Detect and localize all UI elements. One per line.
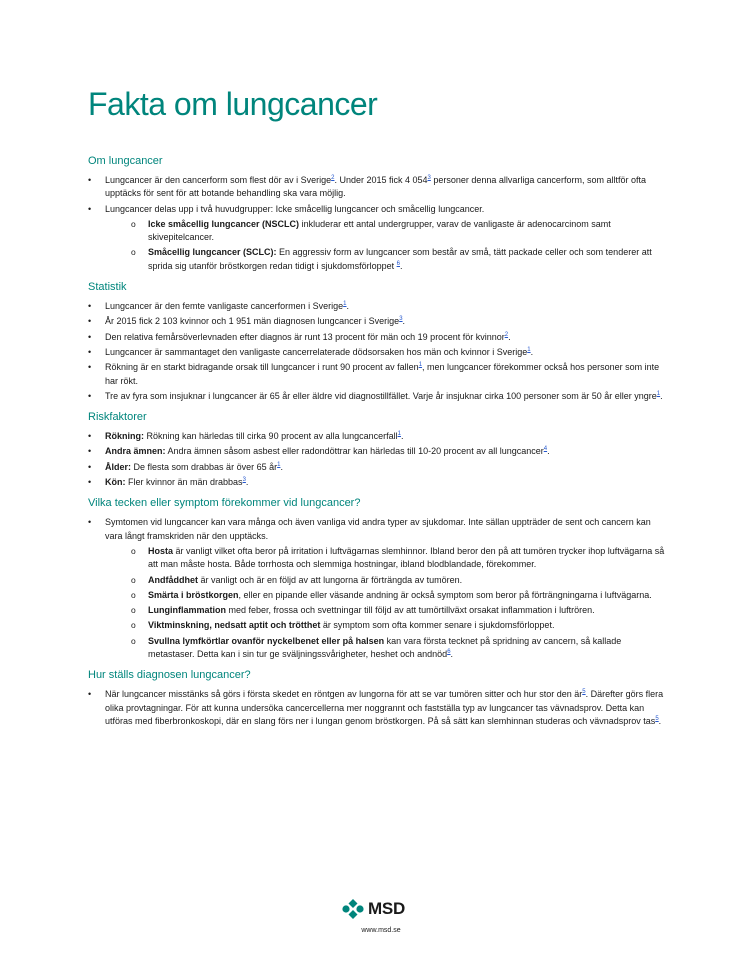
footnote-link[interactable]: 6 bbox=[396, 260, 400, 267]
sub-list-item: o Andfåddhet är vanligt och är en följd av att lungorna är förträngda av tumören. bbox=[105, 574, 668, 587]
footnote-link[interactable]: 2 bbox=[504, 331, 509, 338]
sub-list-item: o Svullna lymfkörtlar ovanför nyckelbenet eller på halsen kan vara första tecknet på spridning av cancern, så kallade metastaser. Detta kan i sin tur ge sväljningssvårigheter, heshet och andnöd$^6$. bbox=[105, 635, 668, 662]
section-heading: Riskfaktorer bbox=[88, 411, 147, 424]
footnote-link[interactable]: 5 bbox=[655, 715, 659, 722]
footnote-link[interactable]: 1 bbox=[527, 346, 531, 353]
footnote-link[interactable]: 1 bbox=[277, 461, 281, 468]
section-heading: Statistik bbox=[88, 281, 127, 294]
list-item: • Rökning: Rökning kan härledas till cirka 90 procent av alla lungcancerfall$^1$. bbox=[88, 430, 668, 443]
sub-bullet-list bbox=[105, 545, 668, 661]
section-diagnos bbox=[88, 668, 668, 728]
list-item: • Symtomen vid lungcancer kan vara många och även vanliga vid andra typer av sjukdomar. Inte sällan uppträder de sent och cancern kan vara långt framskriden när den upptäcks. o Hosta är vanligt vilket ofta beror på irritation i luftvägarnas slemhinnor. Ibland beror den på att tumören trycker ihop luftvägarna så att man måste hosta. Både torrhosta och slemmiga hostningar, ibland blodblandade, förekommer. o Andfåddhet är vanligt och är en följd av att lungorna är förträngda av tumören. o Smärta i bröstkorgen, eller en pipande eller väsande andning är också symptom som beror på förträngningarna i luftvägarna. o Lunginflammation med feber, frossa och svettningar till följd av att tumörtillväxt orsakat inflammation i luftrören. o Viktminskning, nedsatt aptit och trötthet är symptom som ofta kommer senare i sjukdomsförloppet. o Svullna lymfkörtlar ovanför nyckelbenet eller på halsen kan vara första tecknet på spridning av cancern, så kallade metastaser. Detta kan i sin tur ge sväljningssvårigheter, heshet och andnöd$^6$. bbox=[88, 516, 668, 661]
section-heading: Hur ställs diagnosen lungcancer? bbox=[88, 669, 251, 682]
msd-logo bbox=[341, 898, 405, 920]
footnote-link[interactable]: 1 bbox=[656, 390, 661, 397]
list-item: • Tre av fyra som insjuknar i lungcancer är 65 år eller äldre vid diagnostillfället. Varje år insjuknar cirka 100 personer som är 50 år eller yngre$^1$. bbox=[88, 390, 668, 403]
footnote-link[interactable]: 5 bbox=[582, 689, 586, 696]
document-page bbox=[88, 84, 668, 730]
section-heading: Om lungcancer bbox=[88, 155, 163, 167]
footer bbox=[0, 898, 746, 934]
footnote-link[interactable]: 3 bbox=[399, 316, 403, 323]
footnote-link[interactable]: 3 bbox=[427, 175, 431, 181]
footnote-link[interactable]: 1 bbox=[418, 362, 423, 369]
footnote-link[interactable]: 1 bbox=[343, 301, 347, 308]
footnote-link[interactable]: 1 bbox=[397, 431, 401, 438]
footnote-link[interactable]: 4 bbox=[543, 446, 548, 453]
sub-list-item: o Hosta är vanligt vilket ofta beror på irritation i luftvägarnas slemhinnor. Ibland beror den på att tumören trycker ihop luftvägarna så att man måste hosta. Både torrhosta och slemmiga hostningar, ibland blodblandade, förekommer. bbox=[105, 545, 668, 572]
sub-list-item: o Icke småcellig lungcancer (NSCLC) inkluderar ett antal undergrupper, varav de vanligaste är adenocarcinom samt skivepitelcancer. bbox=[105, 218, 668, 245]
list-item: • Ålder: De flesta som drabbas är över 65 år$^1$. bbox=[88, 461, 668, 474]
msd-logo-icon bbox=[341, 898, 365, 920]
footnote-link[interactable]: 3 bbox=[242, 477, 246, 484]
sub-list-item: o Viktminskning, nedsatt aptit och trötthet är symptom som ofta kommer senare i sjukdomsförloppet. bbox=[105, 619, 668, 632]
sub-list-item: o Lunginflammation med feber, frossa och svettningar till följd av att tumörtillväxt orsakat inflammation i luftrören. bbox=[105, 604, 668, 617]
section-om-lungcancer bbox=[88, 154, 668, 273]
list-item: • Lungcancer är den cancerform som flest dör av i Sverige$^2$. Under 2015 fick 4 054$^3$ personer denna allvarliga cancerform, som alltför ofta upptäcks för sent för att botande behandling ska vara möjlig. bbox=[88, 174, 668, 201]
list-item: • År 2015 fick 2 103 kvinnor och 1 951 män diagnosen lungcancer i Sverige$^3$. bbox=[88, 315, 668, 328]
section-symptom bbox=[88, 496, 668, 661]
bullet-list bbox=[88, 688, 668, 728]
page-title: Fakta om lungcancer bbox=[88, 86, 378, 122]
list-item: • Lungcancer är sammantaget den vanligaste cancerrelaterade dödsorsaken hos män och kvinnor i Sverige$^1$. bbox=[88, 346, 668, 359]
bullet-list bbox=[88, 516, 668, 661]
list-item: • När lungcancer misstänks så görs i första skedet en röntgen av lungorna för att se var tumören sitter och hur stor den är$^5$. Därefter görs flera olika provtagningar. För att kunna undersöka cancercellerna mer noggrannt och fastställa typ av lungcancer tas vävnadsprov. Detta kan utföras med fiberbronkoskopi, där en slang förs ner i lungan genom bröstkorgen. På så sätt kan slemhinnan studeras och vävnadsprov tas$^5$. bbox=[88, 688, 668, 728]
bullet-list bbox=[88, 300, 668, 403]
list-item: • Rökning är en starkt bidragande orsak till lungcancer i runt 90 procent av fallen$^1$, men lungcancer förekommer också hos personer som inte har rökt. bbox=[88, 361, 668, 388]
list-item: • Andra ämnen: Andra ämnen såsom asbest eller radondöttrar kan härledas till 10-20 procent av all lungcancer$^4$. bbox=[88, 445, 668, 458]
list-item: • Lungcancer är den femte vanligaste cancerformen i Sverige$^1$. bbox=[88, 300, 668, 313]
sub-list-item: o Småcellig lungcancer (SCLC): En aggressiv form av lungcancer som består av små, tätt packade celler och som tenderer att sprida sig utanför bröstkorgen redan tidigt i sjukdomsförloppet $^6$. bbox=[105, 246, 668, 273]
list-item: • Den relativa femårsöverlevnaden efter diagnos är runt 13 procent för män och 19 procent för kvinnor$^2$. bbox=[88, 331, 668, 344]
section-statistik bbox=[88, 280, 668, 403]
footnote-link[interactable]: 2 bbox=[331, 175, 335, 181]
bullet-list bbox=[88, 430, 668, 489]
footer-url[interactable]: www.msd.se bbox=[361, 927, 401, 934]
list-item: • Kön: Fler kvinnor än män drabbas$^3$. bbox=[88, 476, 668, 489]
section-heading: Vilka tecken eller symptom förekommer vid lungcancer? bbox=[88, 497, 361, 510]
sub-list-item: o Smärta i bröstkorgen, eller en pipande eller väsande andning är också symptom som beror på förträngningarna i luftvägarna. bbox=[105, 589, 668, 602]
bullet-list bbox=[88, 174, 668, 273]
logo-text: MSD bbox=[368, 899, 405, 918]
footnote-link[interactable]: 6 bbox=[447, 649, 451, 656]
section-riskfaktorer bbox=[88, 410, 668, 489]
list-item: • Lungcancer delas upp i två huvudgrupper: Icke småcellig lungcancer och småcellig lungcancer. o Icke småcellig lungcancer (NSCLC) inkluderar ett antal undergrupper, varav de vanligaste är adenocarcinom samt skivepitelcancer. o Småcellig lungcancer (SCLC): En aggressiv form av lungcancer som består av små, tätt packade celler och som tenderer att sprida sig utanför bröstkorgen redan tidigt i sjukdomsförloppet $^6$. bbox=[88, 203, 668, 273]
sub-bullet-list bbox=[105, 218, 668, 273]
